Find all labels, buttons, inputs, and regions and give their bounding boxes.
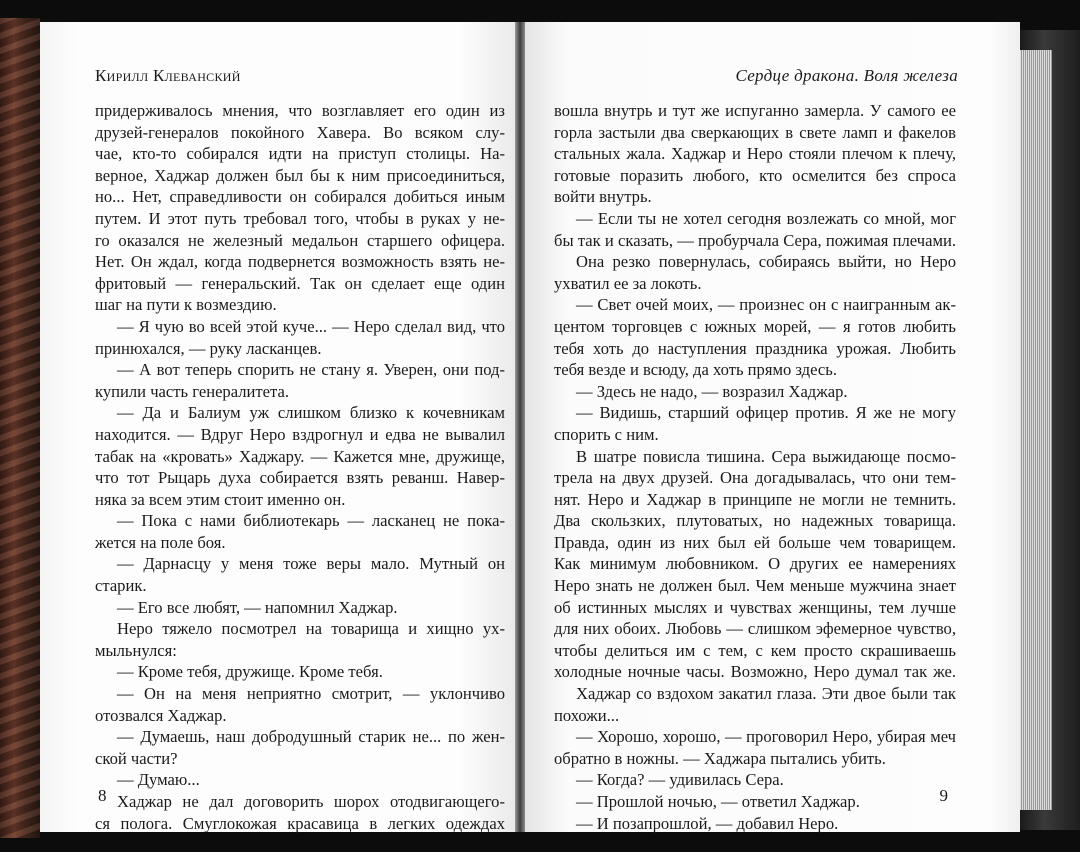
text-line: путем. И этот путь требовал того, чтобы в руках у не- bbox=[95, 208, 505, 228]
text-line: — Свет очей моих, — произнес он с наигранным ак- bbox=[576, 295, 956, 315]
running-head-author: Кирилл Клеванский bbox=[95, 66, 241, 85]
text-line: обратно в ножны. — Хаджара пытались убить. bbox=[554, 748, 886, 768]
book-gutter bbox=[515, 22, 525, 832]
text-line: тебя везде и всюду, да хоть прямо здесь. bbox=[554, 360, 837, 380]
text-line: фритовый — генеральский. Так он сделает еще один bbox=[95, 273, 505, 293]
text-line: готовые поразить любого, кто осмелится без спроса bbox=[554, 165, 956, 185]
text-line: Неро знать не должен был. Чем меньше мужчина знает bbox=[554, 576, 956, 596]
text-line: — Прошлой ночью, — ответил Хаджар. bbox=[576, 792, 860, 811]
page-number-left: 8 bbox=[98, 786, 107, 805]
text-line: шаг на пути к возмездию. bbox=[95, 295, 277, 315]
text-line: принюхался, — руку ласканцев. bbox=[95, 338, 322, 358]
text-line: — Я чую во всей этой куче... — Неро сделал вид, что bbox=[117, 316, 505, 336]
text-line: похожи... bbox=[554, 705, 620, 725]
text-line: — А вот теперь спорить не стану я. Уверен, они под- bbox=[117, 360, 505, 380]
text-line: об истинных мыслях и чувствах женщины, тем лучше bbox=[554, 597, 956, 617]
text-line: трела на двух друзей. Она догадывалась, что они тем- bbox=[554, 468, 956, 488]
text-line: Хаджар не дал договорить шорох отодвигающего- bbox=[117, 792, 505, 811]
text-line: но... Нет, справедливости он собирался добиться иным bbox=[95, 187, 505, 207]
text-line: Как минимум любовником. О других ее намерениях bbox=[554, 554, 956, 574]
text-line: нят. Неро и Хаджар в принципе не могли не темнить. bbox=[554, 489, 956, 509]
text-line: центом торговцев с южных морей, — я готов любить bbox=[554, 316, 956, 336]
text-line: горла застыли два сверкающих в свете ламп и факелов bbox=[554, 122, 956, 142]
text-line: Хаджар со вздохом закатил глаза. Эти двое были так bbox=[576, 684, 956, 704]
text-line: жется на поле боя. bbox=[95, 532, 226, 552]
text-line: Нет. Он ждал, когда подвернется возможность взять не- bbox=[95, 252, 505, 272]
text-line: — Видишь, старший офицер против. Я же не могу bbox=[576, 403, 956, 423]
page-edges bbox=[1020, 50, 1052, 810]
text-line: Неро тяжело посмотрел на товарища и хищно ух- bbox=[117, 619, 505, 639]
text-line: купили часть генералитета. bbox=[95, 381, 289, 401]
text-line: — Когда? — удивилась Сера. bbox=[576, 770, 784, 790]
text-line: — Пока с нами библиотекарь — ласканец не пока- bbox=[117, 511, 505, 531]
text-line: ухватил ее за локоть. bbox=[554, 273, 702, 293]
text-line: Она резко повернулась, собираясь выйти, но Неро bbox=[576, 252, 956, 272]
text-line: — Кроме тебя, дружище. Кроме тебя. bbox=[117, 662, 383, 682]
text-line: ской части? bbox=[95, 748, 178, 768]
text-line: го оказался не железный медальон старшего офицера. bbox=[95, 230, 505, 250]
text-line: — Хорошо, хорошо, — проговорил Неро, убирая меч bbox=[576, 727, 956, 747]
text-line: вошла внутрь и тут же испуганно замерла. У самого ее bbox=[554, 101, 956, 120]
text-line: друзей-генералов покойного Хавера. Во всяком слу- bbox=[95, 122, 505, 142]
text-line: — Если ты не хотел сегодня возлежать со мной, мог bbox=[576, 208, 956, 228]
text-line: — Думаю... bbox=[117, 770, 200, 790]
text-line: — Его все любят, — напомнил Хаджар. bbox=[117, 597, 398, 617]
text-line: холодные ночные часы. Возможно, Неро думал так же. bbox=[554, 662, 956, 682]
text-line: — Дарнасцу у меня тоже веры мало. Мутный он bbox=[117, 554, 505, 574]
right-page-text bbox=[554, 100, 956, 834]
text-line: — Он на меня неприятно смотрит, — уклончиво bbox=[117, 684, 505, 704]
text-line: чтобы делиться им с тем, с кем просто скрашиваешь bbox=[554, 640, 956, 660]
text-line: верное, Хаджар должен был бы к ним присоединиться, bbox=[95, 165, 505, 185]
left-page bbox=[40, 22, 518, 832]
text-line: — Да и Балиум уж слишком близко к кочевникам bbox=[117, 403, 505, 423]
text-line: В шатре повисла тишина. Сера выжидающе посмо- bbox=[576, 446, 956, 466]
text-line: для них обоих. Любовь — слишком эфемерное чувство, bbox=[554, 619, 956, 639]
text-line: ся полога. Смуглокожая красавица в легких одеждах bbox=[95, 813, 505, 833]
running-head-title: Сердце дракона. Воля железа bbox=[735, 66, 958, 85]
text-line: Правда, один из них был ей больше чем товарищем. bbox=[554, 532, 956, 552]
text-line: спорить с ним. bbox=[554, 424, 659, 444]
text-line: тебя хоть до наступления праздника урожая. Любить bbox=[554, 338, 956, 358]
left-page-text bbox=[95, 100, 505, 834]
text-line: придерживалось мнения, что возглавляет его один из bbox=[95, 101, 505, 120]
text-line: няка за всем этим стоит именно он. bbox=[95, 489, 346, 509]
text-line: — И позапрошлой, — добавил Неро. bbox=[576, 813, 839, 833]
text-line: бы так и сказать, — пробурчала Сера, пожимая плечами. bbox=[554, 230, 956, 250]
text-line: что тот Рыцарь духа собирается взять реванш. Навер- bbox=[95, 468, 505, 488]
book-cover-left bbox=[0, 18, 40, 838]
text-line: стальных жала. Хаджар и Неро стояли плечом к плечу, bbox=[554, 144, 956, 164]
text-line: — Думаешь, наш добродушный старик не... по жен- bbox=[117, 727, 505, 747]
text-line: отозвался Хаджар. bbox=[95, 705, 227, 725]
text-line: войти внутрь. bbox=[554, 187, 652, 207]
text-line: Два скользких, плутоватых, но надежных товарища. bbox=[554, 511, 956, 531]
text-line: табак на «кровать» Хаджару. — Кажется мне, дружище, bbox=[95, 446, 505, 466]
text-line: мыльнулся: bbox=[95, 640, 177, 660]
text-line: старик. bbox=[95, 576, 147, 596]
text-line: — Здесь не надо, — возразил Хаджар. bbox=[576, 381, 848, 401]
page-number-right: 9 bbox=[939, 786, 948, 805]
book-cover-right bbox=[1020, 30, 1080, 830]
text-line: чае, кто-то собирался идти на приступ столицы. На- bbox=[95, 144, 505, 164]
text-line: находится. — Вдруг Неро вздрогнул и едва не вывалил bbox=[95, 424, 505, 444]
right-page bbox=[522, 22, 1020, 832]
